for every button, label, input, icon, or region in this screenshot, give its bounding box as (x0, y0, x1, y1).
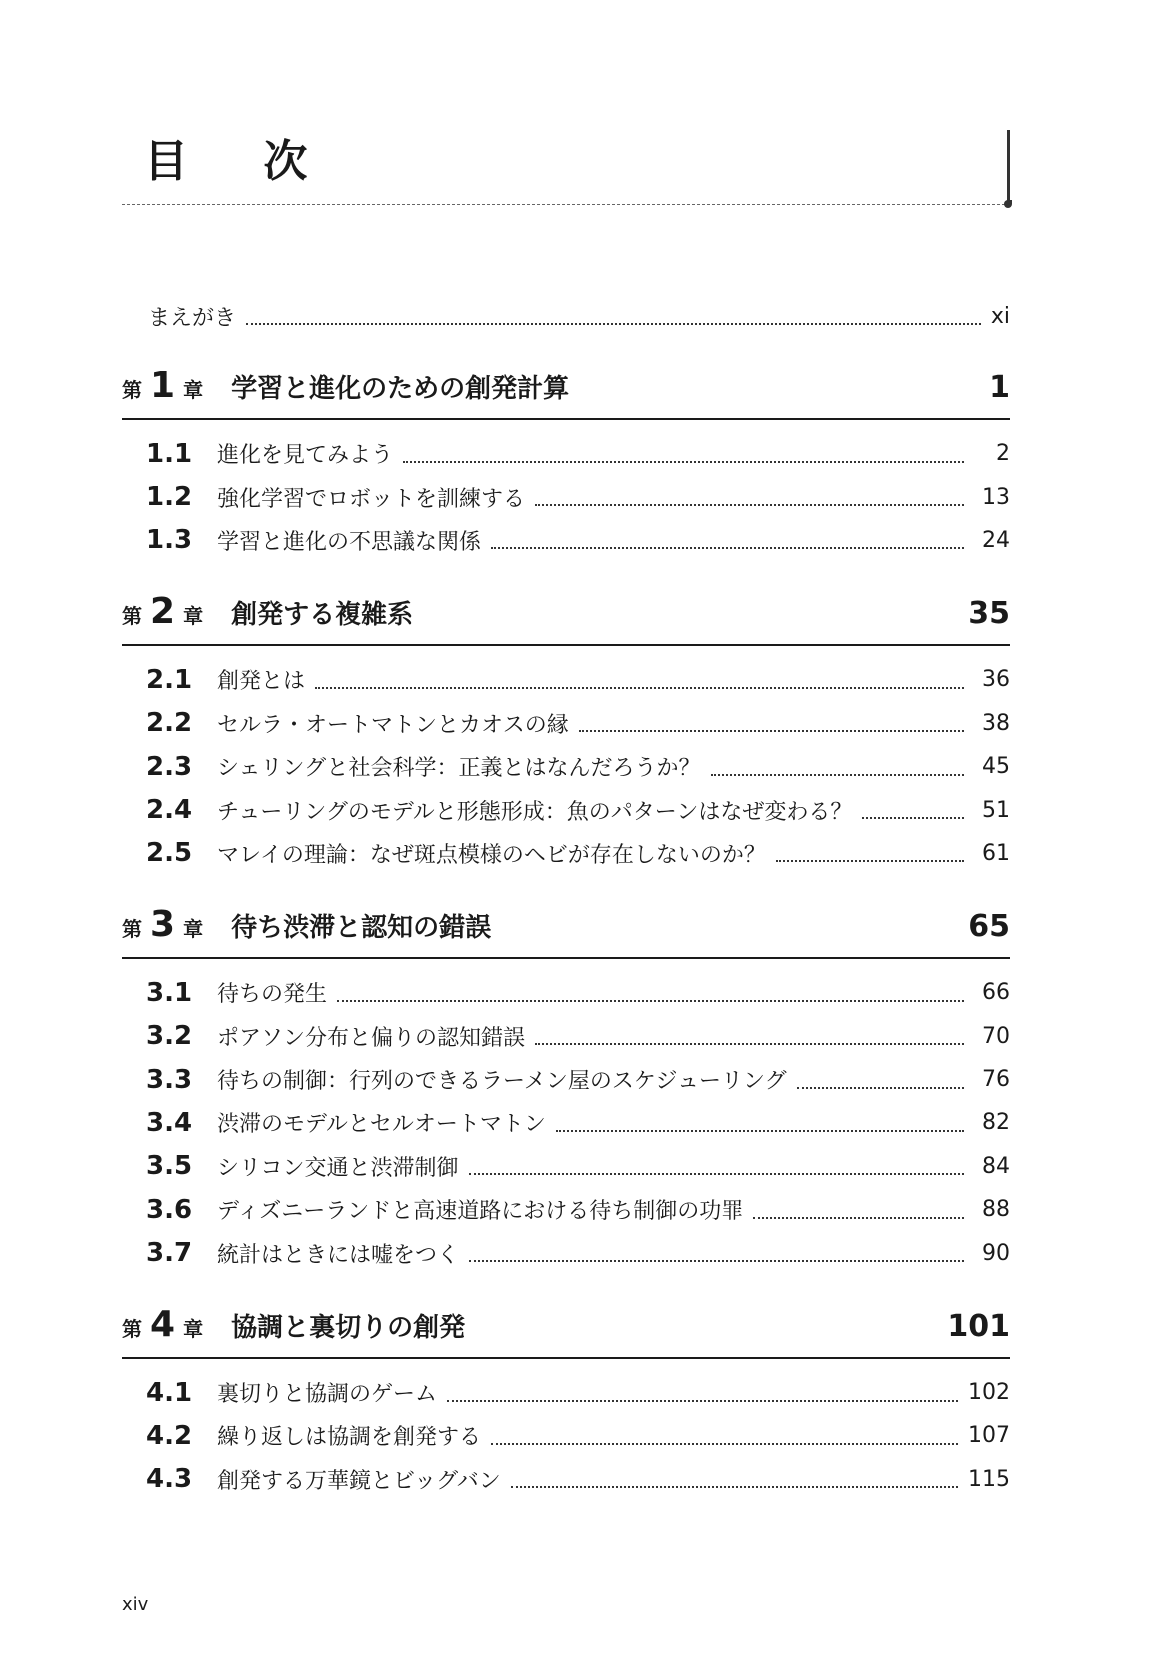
section-number: 1.1 (146, 438, 193, 469)
section-page: 84 (982, 1153, 1010, 1179)
chapter-heading[interactable] (122, 1303, 1010, 1359)
dot-leader (862, 817, 964, 819)
toc-entry-section[interactable] (122, 658, 1010, 701)
chapter-title: 協調と裏切りの創発 (231, 1312, 466, 1343)
toc-entry-section[interactable] (122, 1371, 1010, 1414)
chapter-suffix: 章 (183, 1316, 204, 1341)
section-title: 繰り返しは協調を創発する (217, 1425, 482, 1451)
section-number: 2.4 (146, 795, 193, 826)
dot-leader (556, 1130, 964, 1132)
chapter-page: 65 (968, 909, 1010, 945)
section-number: 3.1 (146, 977, 193, 1008)
section-title: 統計はときには嘘をつく (217, 1242, 460, 1268)
section-page: 2 (996, 441, 1010, 467)
section-page: 102 (968, 1380, 1010, 1406)
dot-leader (797, 1087, 964, 1089)
toc-entry-section[interactable] (122, 432, 1010, 475)
chapter-prefix: 第 (122, 378, 142, 402)
section-title: ディズニーランドと高速道路における待ち制御の功罪 (217, 1199, 744, 1225)
chapter-number: 1 (150, 365, 176, 406)
preface-page: xi (990, 303, 1010, 329)
chapter-2 (122, 591, 1010, 875)
section-title: マレイの理論：なぜ斑点模様のヘビが存在しないのか？ (217, 842, 766, 868)
section-number: 3.2 (146, 1021, 193, 1052)
toc-entry-section[interactable] (122, 788, 1010, 831)
chapter-list (122, 365, 1010, 1501)
toc-entry-section[interactable] (122, 1058, 1010, 1101)
section-number: 2.5 (146, 838, 193, 869)
table-of-contents (122, 296, 1010, 1501)
section-page: 88 (982, 1197, 1010, 1223)
section-number: 3.7 (146, 1238, 193, 1269)
section-page: 82 (982, 1110, 1010, 1136)
dot-leader (535, 1043, 964, 1045)
section-title: 学習と進化の不思議な関係 (217, 529, 482, 555)
section-title: 進化を見てみよう (217, 443, 394, 469)
section-title: 創発とは (217, 669, 306, 695)
section-title: シェリングと社会科学：正義とはなんだろうか？ (217, 756, 701, 782)
section-title: 創発する万華鏡とビッグバン (217, 1468, 501, 1494)
chapter-suffix: 章 (183, 378, 204, 402)
chapter-number: 2 (150, 591, 176, 633)
dot-leader (491, 1443, 958, 1445)
toc-entry-section[interactable] (122, 832, 1010, 875)
section-number: 3.4 (146, 1107, 193, 1138)
section-list (122, 971, 1010, 1275)
section-number: 2.3 (146, 751, 193, 782)
chapter-number: 3 (150, 904, 176, 946)
section-number: 4.3 (146, 1464, 193, 1495)
chapter-1 (122, 365, 1010, 562)
chapter-3 (122, 904, 1010, 1275)
chapter-heading[interactable] (122, 365, 1010, 420)
toc-entry-section[interactable] (122, 1188, 1010, 1231)
section-page: 90 (982, 1240, 1010, 1266)
section-page: 76 (982, 1067, 1010, 1093)
section-number: 3.3 (146, 1064, 193, 1095)
chapter-suffix: 章 (183, 917, 204, 942)
title-vertical-bar (1007, 130, 1010, 206)
dot-leader (469, 1173, 964, 1175)
section-list (122, 1371, 1010, 1501)
section-page: 66 (982, 980, 1010, 1006)
section-number: 2.1 (146, 664, 193, 695)
section-title: 待ちの発生 (217, 982, 328, 1008)
section-page: 38 (982, 710, 1010, 736)
section-page: 115 (968, 1466, 1010, 1492)
dot-leader (511, 1486, 958, 1488)
dot-leader (535, 504, 964, 506)
chapter-page: 35 (968, 596, 1010, 632)
toc-entry-section[interactable] (122, 1145, 1010, 1188)
toc-entry-section[interactable] (122, 519, 1010, 562)
section-number: 1.3 (146, 525, 193, 556)
dot-leader (403, 461, 964, 463)
toc-entry-section[interactable] (122, 1414, 1010, 1457)
section-page: 107 (968, 1423, 1010, 1449)
chapter-prefix: 第 (122, 1316, 142, 1341)
section-page: 45 (982, 754, 1010, 780)
chapter-page: 1 (989, 370, 1010, 405)
section-title: 待ちの制御：行列のできるラーメン屋のスケジューリング (217, 1069, 787, 1095)
section-number: 4.1 (146, 1377, 193, 1408)
toc-entry-section[interactable] (122, 971, 1010, 1014)
section-number: 3.6 (146, 1194, 193, 1225)
section-title: チューリングのモデルと形態形成：魚のパターンはなぜ変わる？ (217, 799, 853, 825)
section-title: セルラ・オートマトンとカオスの縁 (217, 712, 569, 738)
page-number: xiv (122, 1594, 149, 1615)
chapter-prefix: 第 (122, 604, 142, 629)
section-page: 61 (982, 840, 1010, 866)
toc-entry-preface[interactable] (122, 296, 1010, 336)
section-number: 1.2 (146, 482, 193, 513)
toc-entry-section[interactable] (122, 1015, 1010, 1058)
chapter-title: 学習と進化のための創発計算 (231, 374, 570, 404)
dot-leader (753, 1217, 964, 1219)
toc-entry-section[interactable] (122, 1458, 1010, 1501)
section-title: 渋滞のモデルとセルオートマトン (217, 1112, 546, 1138)
section-list (122, 658, 1010, 875)
chapter-prefix: 第 (122, 917, 142, 942)
chapter-number: 4 (150, 1303, 176, 1345)
section-page: 70 (982, 1023, 1010, 1049)
toc-entry-section[interactable] (122, 1231, 1010, 1274)
chapter-page: 101 (947, 1308, 1010, 1344)
section-page: 13 (982, 484, 1010, 510)
section-list (122, 432, 1010, 562)
dot-leader (447, 1400, 958, 1402)
chapter-heading[interactable] (122, 591, 1010, 646)
chapter-4 (122, 1303, 1010, 1501)
dot-leader (337, 1000, 964, 1002)
section-number: 3.5 (146, 1151, 193, 1182)
title-block (122, 130, 1010, 210)
section-number: 4.2 (146, 1420, 193, 1451)
chapter-title: 待ち渋滞と認知の錯誤 (231, 913, 492, 944)
section-number: 2.2 (146, 708, 193, 739)
toc-entry-section[interactable] (122, 475, 1010, 518)
chapter-suffix: 章 (183, 604, 204, 629)
dot-leader (246, 323, 981, 325)
page-title: 目 次 (144, 136, 338, 187)
chapter-heading[interactable] (122, 904, 1010, 959)
dot-leader (315, 687, 964, 689)
section-title: 裏切りと協調のゲーム (217, 1382, 438, 1408)
toc-entry-section[interactable] (122, 1101, 1010, 1144)
section-page: 36 (982, 667, 1010, 693)
dot-leader (711, 774, 964, 776)
title-corner-ornament (1004, 200, 1012, 208)
toc-entry-section[interactable] (122, 745, 1010, 788)
section-page: 51 (982, 797, 1010, 823)
dot-leader (776, 860, 964, 862)
section-title: 強化学習でロボットを訓練する (217, 486, 526, 512)
preface-label: まえがき (148, 305, 237, 331)
section-title: シリコン交通と渋滞制御 (217, 1155, 459, 1181)
dot-leader (469, 1260, 964, 1262)
title-dashed-rule (122, 204, 1010, 205)
dot-leader (579, 730, 964, 732)
toc-entry-section[interactable] (122, 702, 1010, 745)
section-title: ポアソン分布と偏りの認知錯誤 (217, 1025, 526, 1051)
dot-leader (491, 547, 964, 549)
section-page: 24 (982, 527, 1010, 553)
chapter-title: 創発する複雑系 (231, 600, 414, 631)
